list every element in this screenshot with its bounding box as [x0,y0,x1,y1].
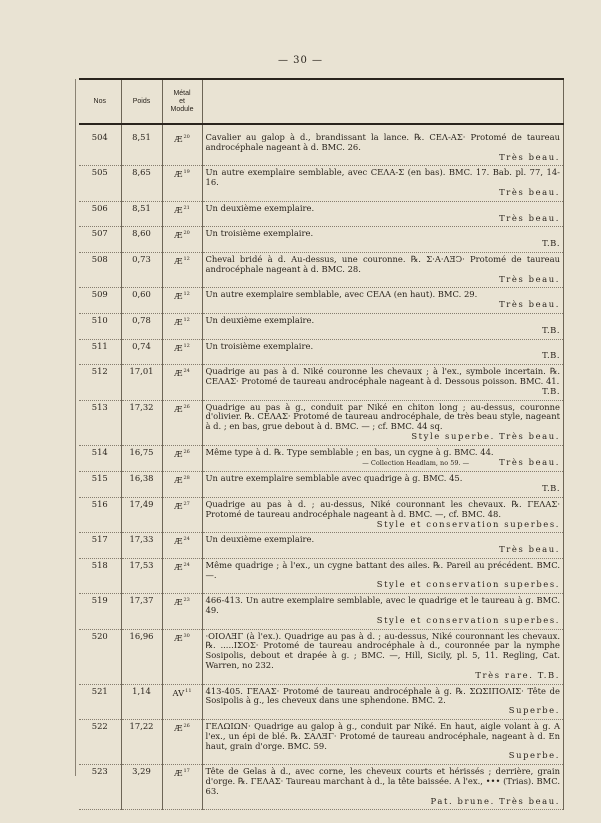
row-description-cell [202,558,564,593]
row-module: 17 [183,768,190,775]
table-row [79,166,564,201]
row-metal: Æ [174,768,183,779]
row-description-cell [202,313,564,339]
row-module: 12 [183,255,190,262]
header-metal-line1: Métal [173,89,191,97]
row-metal: Æ [174,291,183,302]
table-row [79,124,564,166]
header-no: Nos [79,79,121,124]
row-weight: 0,78 [121,313,162,339]
row-description-cell [202,765,564,810]
row-number: 517 [79,533,121,559]
row-metal-module [162,472,202,498]
row-module: 26 [183,723,190,730]
row-number: 515 [79,472,121,498]
row-number: 512 [79,365,121,400]
row-metal-module [162,288,202,314]
row-description-cell [202,400,564,445]
row-number: 519 [79,594,121,629]
row-description: 413-405. ΓEΛAΣ· Protomé de taureau androcéphale à g. ℞. ΣΩΣIΠOΛIΣ· Tête de Sosipolis à g., les cheveux dans une sphendone. BMC. 2. [205,685,560,706]
row-description-cell [202,684,564,719]
row-metal: Æ [174,368,183,379]
row-description: Même type à d. ℞. Type semblable ; en bas, un cygne à g. BMC. 44. [205,446,494,457]
table-header-row [79,79,564,124]
row-description: 466-413. Un autre exemplaire semblable, avec le quadrige et le taureau à g. BMC. 49. [205,595,560,616]
row-metal-module [162,227,202,253]
row-description: Un troisième exemplaire. [205,228,314,239]
table-row [79,533,564,559]
row-weight: 17,22 [121,720,162,765]
row-description-cell [202,201,564,227]
row-module: 26 [183,403,190,410]
row-grade: Style et conservation superbes. [376,518,560,529]
table-row [79,400,564,445]
row-metal-module [162,765,202,810]
table-row [79,684,564,719]
row-description-cell [202,445,564,472]
table-row [79,339,564,365]
row-grade: T.B. [542,385,560,396]
row-module: 12 [183,316,190,323]
row-metal-module [162,166,202,201]
row-metal: Æ [174,597,183,608]
row-grade: Superbe. [508,705,560,716]
row-description: Tête de Gelas à d., avec corne, les cheveux courts et hérissés ; derrière, grain d'orge. ℞. ΓEΛAΣ· Taureau marchant à d., la tête baissée. A l'ex., ••• (Trias). BMC. 63. [205,766,560,796]
row-description: Cheval bridé à d. Au-dessus, une couronne. ℞. Σ·A·ΛƎϽ· Protomé de taureau androcéphale nageant à d. BMC. 28. [205,253,560,274]
row-grade: Style superbe. Très beau. [411,430,560,441]
row-description: Un deuxième exemplaire. [205,202,315,213]
row-grade: Pat. brune. Très beau. [430,795,560,806]
row-grade: Très beau. [499,273,560,284]
row-weight: 17,33 [121,533,162,559]
row-grade: Très beau. [499,544,560,555]
row-weight: 16,38 [121,472,162,498]
row-grade: Superbe. [508,750,560,761]
row-module: 24 [183,561,190,568]
row-metal: Æ [174,632,183,643]
row-weight: 17,32 [121,400,162,445]
row-number: 513 [79,400,121,445]
row-module: 19 [183,169,190,176]
row-description: Quadrige au pas à d. Niké couronne les chevaux ; à l'ex., symbole incertain. ℞. CEΛAΣ· Protomé de taureau androcéphale nageant à d. Dessous poisson. BMC. 41. [205,366,560,386]
row-module: 24 [183,368,190,375]
row-metal-module [162,445,202,472]
row-grade: T.B. [542,483,560,494]
row-metal: Æ [174,403,183,414]
row-metal: Æ [174,204,183,215]
row-number: 520 [79,629,121,684]
row-metal-module [162,339,202,365]
row-grade: Très beau. [499,151,560,162]
row-metal: Æ [174,448,183,459]
coin-catalogue-table [79,78,564,810]
row-weight: 8,51 [121,124,162,166]
row-module: 26 [183,448,190,455]
row-grade: T.B. [542,324,560,335]
row-grade: T.B. [542,350,560,361]
row-metal-module [162,594,202,629]
row-collection-note: — Collection Headlam, no 59. — [362,458,470,467]
row-weight: 16,96 [121,629,162,684]
row-number: 521 [79,684,121,719]
row-weight: 17,01 [121,365,162,400]
row-description-cell [202,124,564,166]
row-metal-module [162,365,202,400]
row-description-cell [202,339,564,365]
table-row [79,313,564,339]
header-metal-line2: et [179,97,185,105]
table-row [79,720,564,765]
row-description: Un deuxième exemplaire. [205,534,315,545]
page-number: — 30 — [277,55,324,66]
row-grade: Très rare. T.B. [475,669,560,680]
row-number: 511 [79,339,121,365]
row-metal-module [162,684,202,719]
row-module: 12 [183,291,190,298]
row-metal-module [162,629,202,684]
row-metal: Æ [174,342,183,353]
row-description: Un autre exemplaire semblable, avec CEΛA (en haut). BMC. 29. [205,289,478,300]
row-grade: Style et conservation superbes. [376,614,560,625]
header-metal [162,79,202,124]
table-row [79,227,564,253]
row-description-cell [202,533,564,559]
row-module: 20 [183,230,190,237]
row-description: Quadrige au pas à d. ; au-dessus, Niké couronnant les chevaux. ℞. ΓEΛAΣ· Protomé de taureau androcéphale nageant à d. BMC. —, cf. BMC. 48. [205,498,560,519]
row-description-cell [202,166,564,201]
row-module: 12 [183,342,190,349]
row-metal: Æ [174,536,183,547]
row-description-cell [202,288,564,314]
header-poids: Poids [121,79,162,124]
row-number: 516 [79,497,121,532]
header-metal-line3: Module [170,105,194,113]
row-module: 27 [183,500,190,507]
row-number: 505 [79,166,121,201]
row-grade: Très beau. [499,456,560,467]
row-grade: Très beau. [499,186,560,197]
row-number: 504 [79,124,121,166]
row-weight: 17,37 [121,594,162,629]
row-description: Un troisième exemplaire. [205,340,314,351]
row-number: 507 [79,227,121,253]
row-weight: 0,73 [121,252,162,287]
row-note-line [206,458,561,469]
row-description-cell [202,720,564,765]
row-metal: Æ [174,230,183,241]
row-weight: 8,51 [121,201,162,227]
row-weight: 0,60 [121,288,162,314]
row-grade: Très beau. [499,299,560,310]
row-description: Un autre exemplaire semblable, avec CEΛA-Σ (en bas). BMC. 17. Bab. pl. 77, 14-16. [205,167,560,188]
row-weight: 3,29 [121,765,162,810]
row-metal-module [162,201,202,227]
row-description-cell [202,629,564,684]
page-margin-rule [75,79,76,776]
row-grade: Style et conservation superbes. [376,579,560,590]
row-metal: Æ [174,723,183,734]
row-number: 506 [79,201,121,227]
table-row [79,252,564,287]
table-row [79,594,564,629]
row-metal: Æ [174,255,183,266]
row-number: 523 [79,765,121,810]
row-weight: 17,53 [121,558,162,593]
row-description: ΓEΛΩIΩN· Quadrige au galop à g., conduit par Niké. En haut, aigle volant à g. A l'ex., un épi de blé. ℞. ΣAΛƎΓ· Protomé de taureau androcéphale, nageant à d. En haut, grain d'orge. BMC. 59. [205,721,560,751]
table-row [79,365,564,400]
row-metal: Æ [174,316,183,327]
row-metal-module [162,533,202,559]
row-description: Même quadrige ; à l'ex., un cygne battant des ailes. ℞. Pareil au précédent. BMC. —. [205,559,560,580]
catalogue-rows [79,124,564,810]
row-metal: Æ [174,475,183,486]
row-weight: 8,65 [121,166,162,201]
table-row [79,629,564,684]
row-number: 508 [79,252,121,287]
header-description [202,79,564,124]
row-description: ·OIOΛƎΓ (à l'ex.). Quadrige au pas à d. ; au-dessus, Niké couronnant les chevaux. ℞. .....IΣOΣ· Protomé de taureau androcéphale à d., couronnée par la nymphe Sosipolis, debout et drapée à g. ; BMC. —, Hill, Sicily, pl. 5, 11. Regling, Cat. Warren, no 232. [205,630,560,671]
row-description-cell [202,365,564,400]
table-row [79,201,564,227]
row-number: 518 [79,558,121,593]
row-metal-module [162,497,202,532]
row-metal-module [162,720,202,765]
table-row [79,288,564,314]
row-description-cell [202,252,564,287]
row-module: 24 [183,536,190,543]
table-row [79,558,564,593]
row-module: 28 [183,475,190,482]
table-row [79,445,564,472]
row-description-cell [202,227,564,253]
row-module: 20 [183,134,190,140]
row-weight: 1,14 [121,684,162,719]
row-metal: Æ [174,169,183,180]
row-number: 522 [79,720,121,765]
row-number: 514 [79,445,121,472]
row-metal-module [162,252,202,287]
row-grade: T.B. [542,238,560,249]
row-metal: Æ [174,134,183,144]
row-metal-module [162,400,202,445]
row-description-cell [202,472,564,498]
row-module: 11 [185,687,192,694]
row-metal: Æ [174,500,183,511]
table-row [79,765,564,810]
row-description-cell [202,497,564,532]
row-metal: AV [172,687,185,698]
table-row [79,497,564,532]
row-number: 510 [79,313,121,339]
row-description: Cavalier au galop à d., brandissant la lance. ℞. CEΛ-AΣ· Protomé de taureau androcéphale nageant à d. BMC. 26. [205,132,560,152]
row-description: Un autre exemplaire semblable avec quadrige à g. BMC. 45. [205,473,463,484]
row-weight: 16,75 [121,445,162,472]
row-description: Un deuxième exemplaire. [205,314,315,325]
row-description: Quadrige au pas à g., conduit par Niké en chiton long ; au-dessus, couronne d'olivier. ℞. CEΛAΣ· Protomé de taureau androcéphale, de très beau style, nageant à d. ; en bas, grue debout à d. BMC. — ; cf. BMC. 44 sq. [205,401,560,432]
row-weight: 8,60 [121,227,162,253]
row-number: 509 [79,288,121,314]
row-weight: 17,49 [121,497,162,532]
row-module: 23 [183,597,190,604]
row-weight: 0,74 [121,339,162,365]
row-description-cell [202,594,564,629]
row-metal: Æ [174,561,183,572]
row-metal-module [162,313,202,339]
row-metal-module [162,124,202,166]
row-metal-module [162,558,202,593]
row-module: 21 [183,204,190,211]
table-row [79,472,564,498]
row-grade: Très beau. [499,212,560,223]
row-module: 30 [183,632,190,639]
